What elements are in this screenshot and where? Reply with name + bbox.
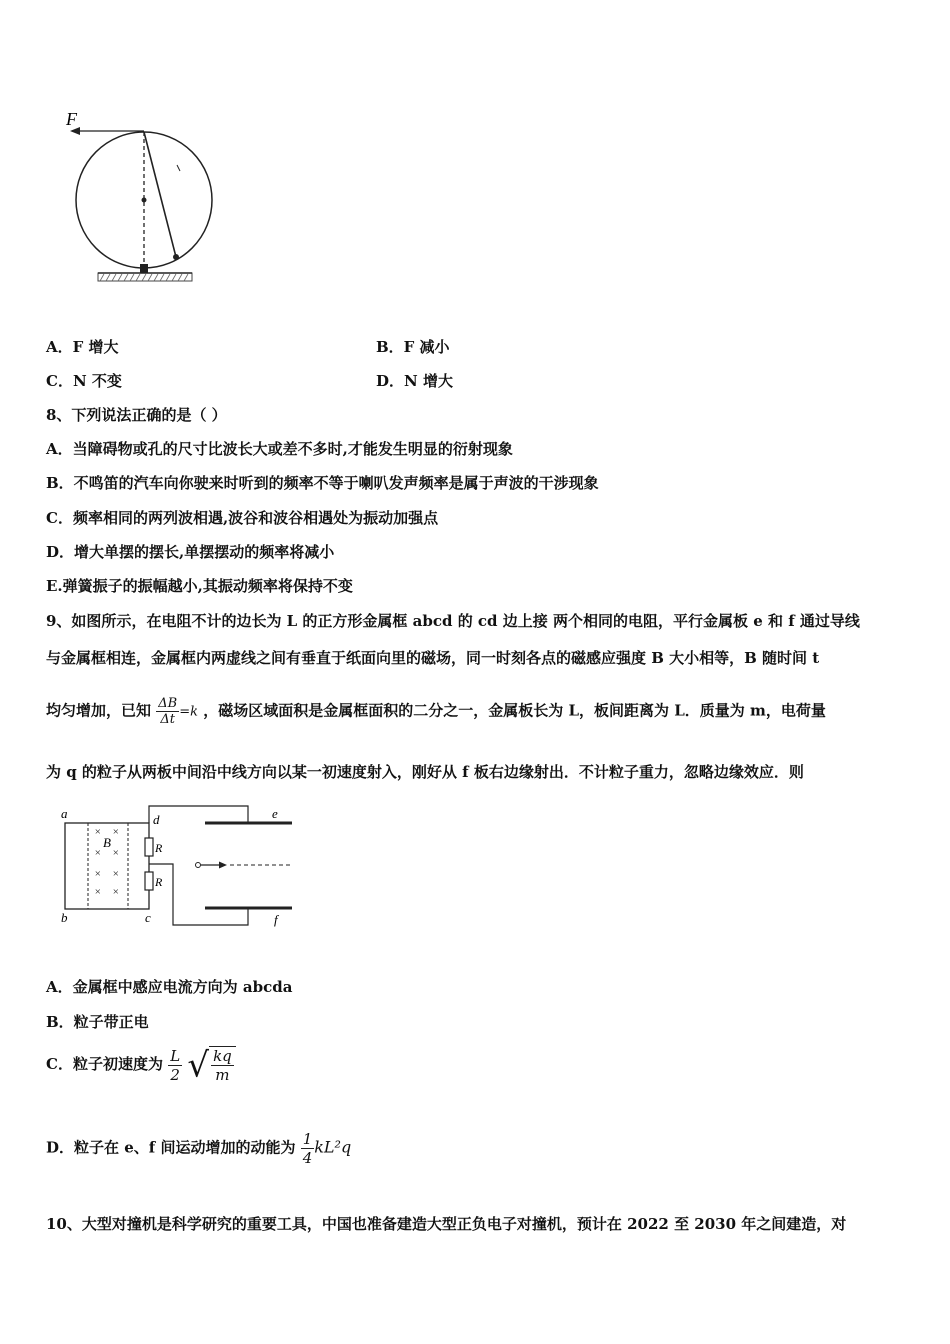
label-field-b: B [103,835,111,850]
label-c: c [145,910,151,925]
q7-option-b: B．F 减小 [376,338,450,356]
label-f: f [274,912,278,927]
rod-mark [177,165,180,171]
q9-stem-line4: 为 q 的粒子从两板中间沿中线方向以某一初速度射入，刚好从 f 板右边缘射出．不计粒子重力，忽略边缘效应．则 [46,763,804,781]
frac-rhs: =k [179,704,198,720]
rod [144,132,176,257]
resistor-top [145,838,153,856]
q8-option-e: E.弹簧振子的振幅越小,其振动频率将保持不变 [46,577,353,595]
field-cross: × [112,886,120,898]
field-cross: × [112,868,120,880]
q9-option-a: A．金属框中感应电流方向为 abcda [46,978,293,996]
frac-denominator: m [215,1066,230,1084]
q9-option-d [46,1130,351,1167]
sqrt-symbol: √ [187,1045,210,1086]
field-cross: × [94,886,102,898]
label-r-top: R [155,841,163,855]
label-a: a [61,806,68,821]
resistor-bottom [145,872,153,890]
field-cross: × [112,826,120,838]
frac-numerator: 1 [302,1130,313,1148]
option-c-sqrt [187,1046,235,1084]
frac-numerator: ΔB [158,696,178,711]
label-b: b [61,910,68,925]
frac-numerator: kq [213,1047,232,1065]
q7-option-a: A．F 增大 [46,338,119,356]
option-d-fraction [301,1130,315,1167]
ground-hatch [98,273,192,281]
rod-end-dot [173,254,179,260]
q8-option-c: C．频率相同的两列波相遇,波谷和波谷相遇处为振动加强点 [46,509,439,527]
frac-denominator: Δt [160,712,176,727]
q8-option-b: B．不鸣笛的汽车向你驶来时听到的频率不等于喇叭发声频率是属于声波的干涉现象 [46,474,599,492]
velocity-arrow-head [219,862,227,869]
q9-stem-line3 [46,696,826,727]
q9-option-c-text: C．粒子初速度为 [46,1055,163,1073]
q10-stem: 10、大型对撞机是科学研究的重要工具，中国也准备建造大型正负电子对撞机，预计在 2022 至 2030 年之间建造，对 [46,1215,847,1233]
radicand-fraction [211,1047,234,1084]
q8-option-a: A．当障碍物或孔的尺寸比波长大或差不多时,才能发生明显的衍射现象 [46,440,513,458]
q9-option-d-text: D．粒子在 e、f 间运动增加的动能为 [46,1138,296,1157]
figure-circuit [55,798,305,933]
q9-stem-line3-pre: 均匀增加，已知 [46,701,152,720]
delta-b-over-delta-t [156,696,179,727]
q7-option-d: D．N 增大 [376,372,453,390]
q9-option-b: B．粒子带正电 [46,1013,149,1031]
q9-stem-line1: 9、如图所示，在电阻不计的边长为 L 的正方形金属框 abcd 的 cd 边上接 两个相同的电阻，平行金属板 e 和 f 通过导线 [46,612,860,630]
q9-stem-line3-post: ，磁场区域面积是金属框面积的二分之一，金属板长为 L，板间距离为 L．质量为 m，电荷量 [203,701,826,720]
label-e: e [272,806,278,821]
q9-option-c [46,1046,236,1084]
particle [196,863,201,868]
q8-stem: 8、下列说法正确的是（ ） [46,406,227,424]
center-dot [142,198,147,203]
frac-denominator: 4 [302,1149,313,1167]
field-cross: × [94,847,102,859]
label-d: d [153,812,160,827]
q9-stem-line2: 与金属框相连，金属框内两虚线之间有垂直于纸面向里的磁场，同一时刻各点的磁感应强度 B 大小相等，B 随时间 t [46,649,820,667]
wire-to-f [149,864,248,925]
field-cross: × [94,868,102,880]
option-c-fraction [168,1047,182,1084]
label-r-bottom: R [155,875,163,889]
q7-option-c: C．N 不变 [46,372,122,390]
q8-option-d: D．增大单摆的摆长,单摆摆动的频率将减小 [46,543,335,561]
field-cross: × [112,847,120,859]
frac-denominator: 2 [170,1065,180,1084]
base-post [140,264,148,273]
frac-numerator: L [170,1046,181,1065]
field-cross: × [94,826,102,838]
figure-circle-rod [60,105,230,290]
force-label: F [66,109,77,129]
option-d-expression: kL²q [314,1137,352,1157]
wire-to-e [149,806,248,823]
